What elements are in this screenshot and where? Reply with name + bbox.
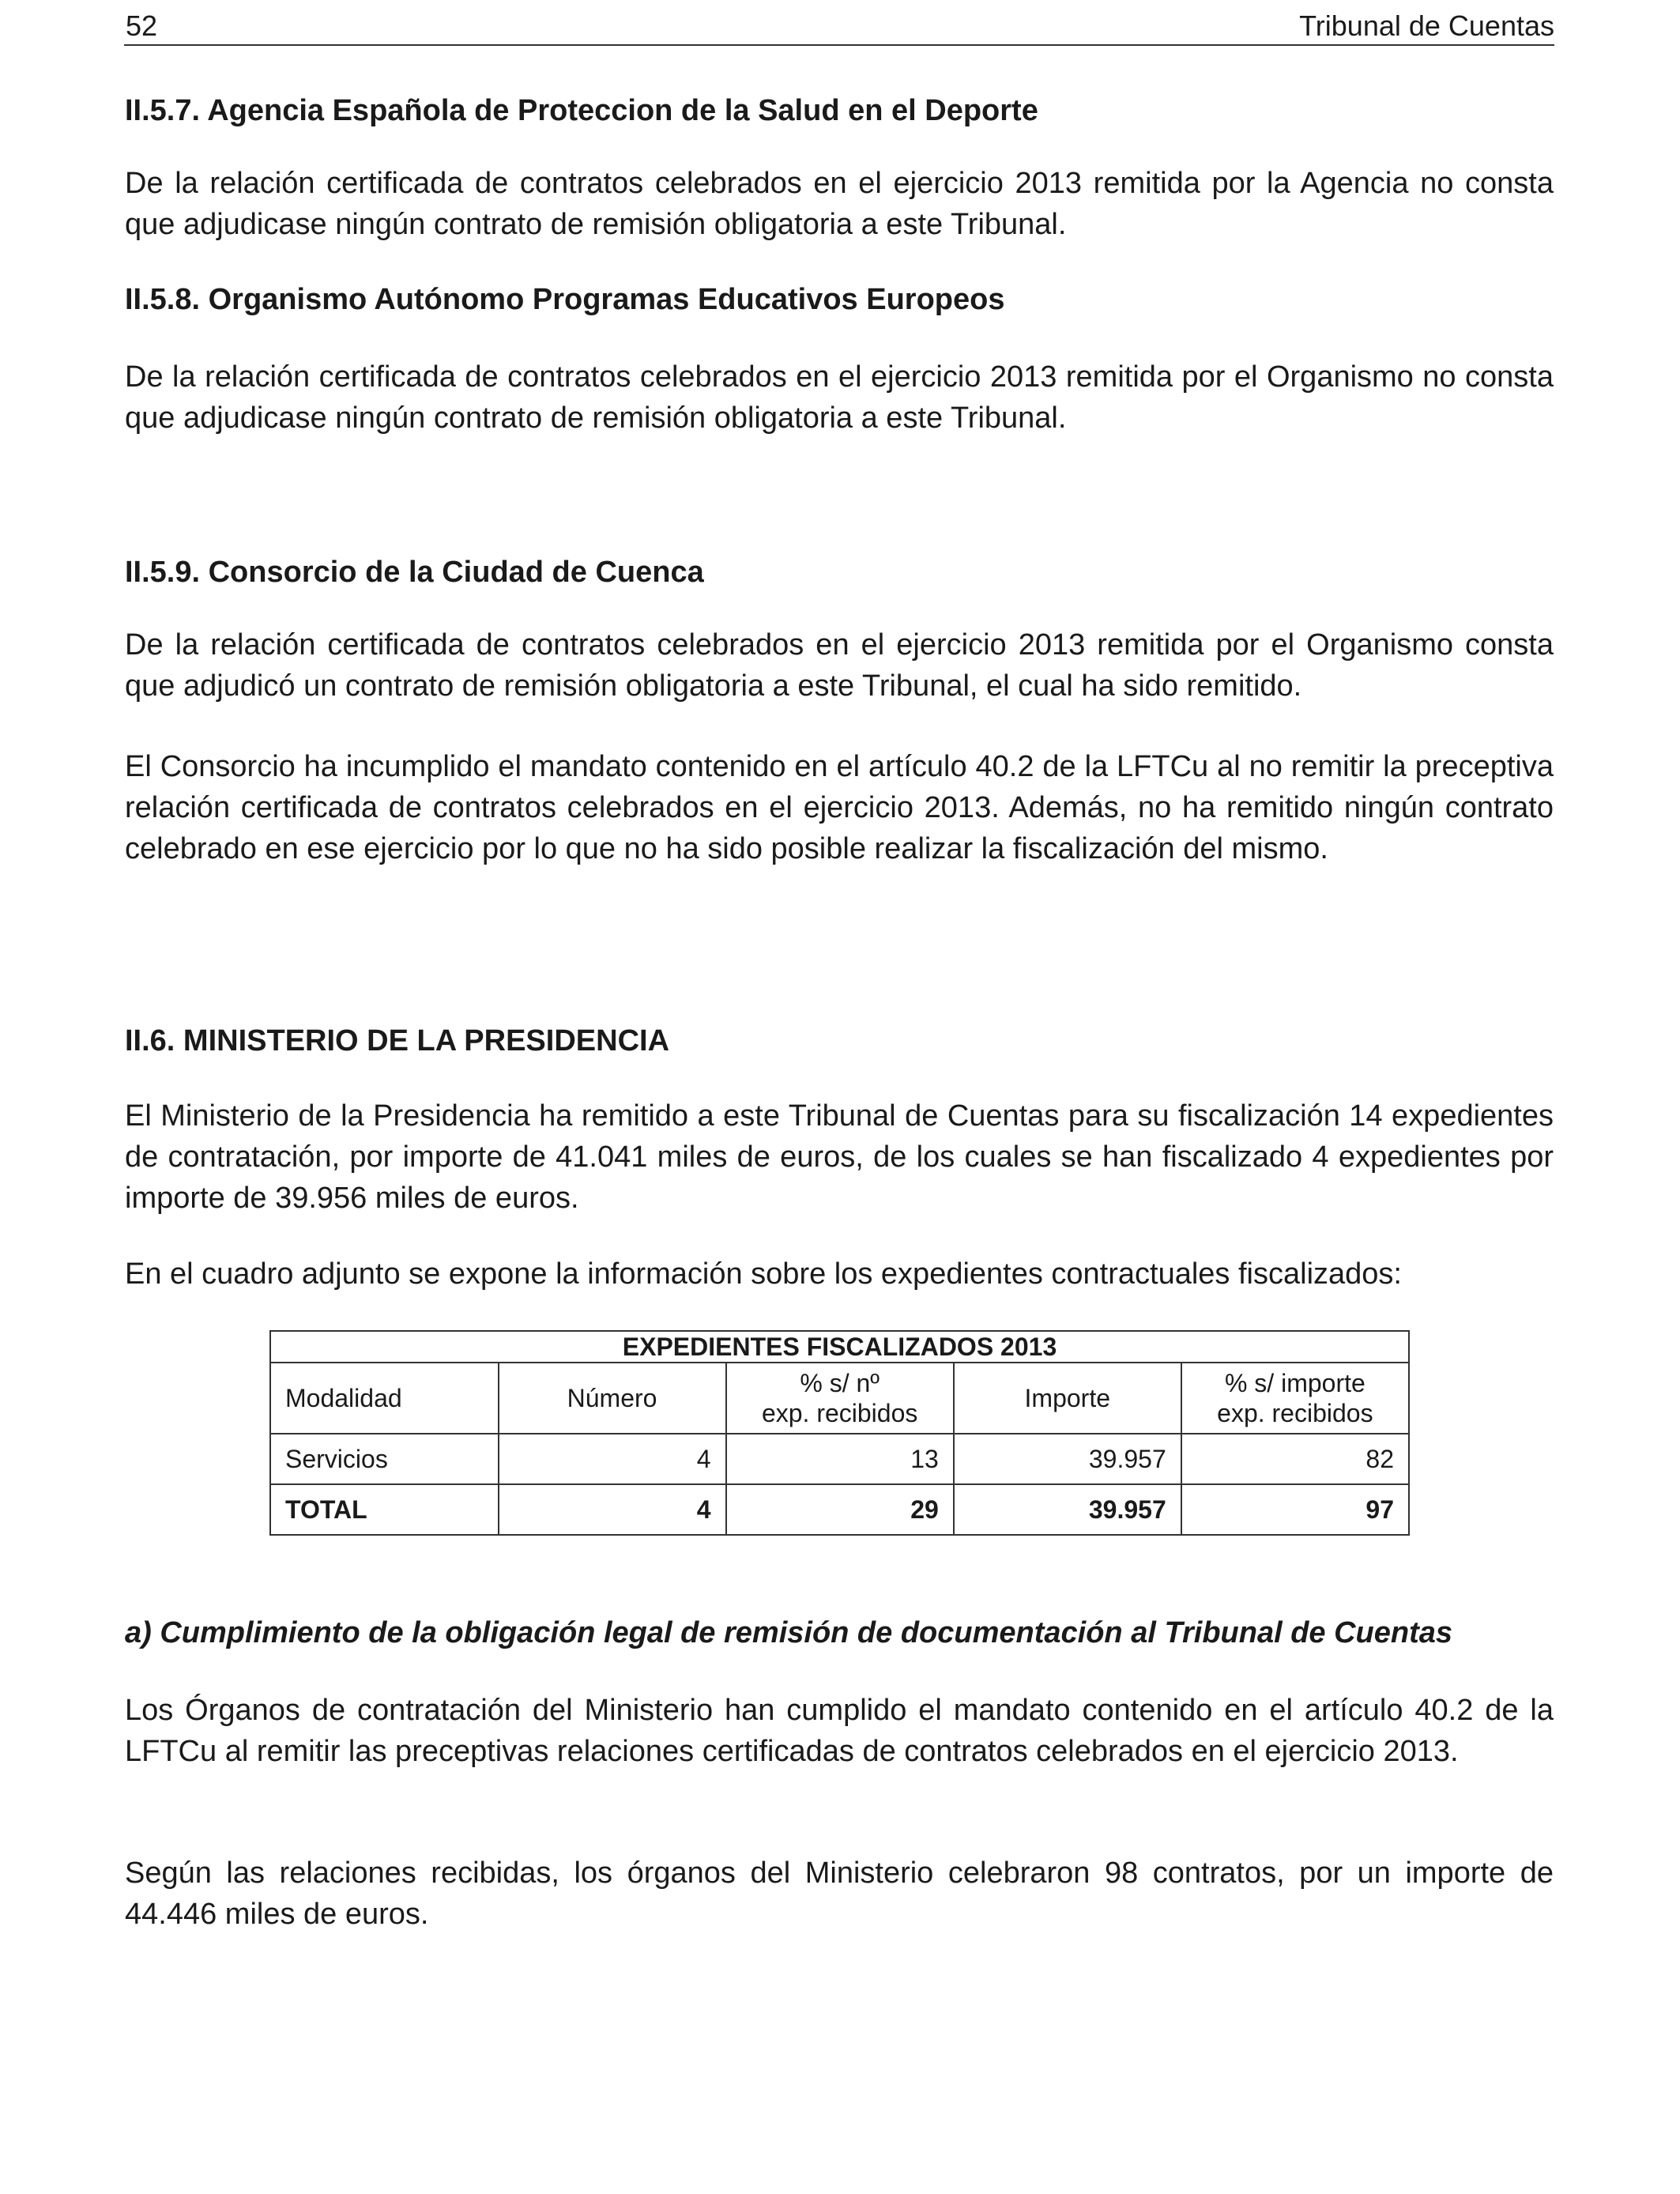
col-header-pct-imp bbox=[1181, 1363, 1409, 1434]
paragraph-2-6-b: En el cuadro adjunto se expone la información sobre los expedientes contractuales fiscalizados: bbox=[125, 1257, 1402, 1291]
cell-importe: 39.957 bbox=[954, 1434, 1181, 1484]
cell-modalidad: Servicios bbox=[270, 1434, 499, 1484]
col-header-pct-imp-line1: % s/ importe bbox=[1224, 1369, 1365, 1397]
paragraph-a-2: Según las relaciones recibidas, los órganos del Ministerio celebraron 98 contratos, por un importe de 44.446 miles de euros. bbox=[125, 1857, 1554, 1931]
paragraph-2-5-9-b: El Consorcio ha incumplido el mandato contenido en el artículo 40.2 de la LFTCu al no remitir la preceptiva relación certificada de contratos celebrados en el ejercicio 2013. Además, no ha remitido ningún contrato celebrado en ese ejercicio por lo que no ha sido posible realizar la fiscalización del mismo. bbox=[125, 750, 1554, 865]
total-numero: 4 bbox=[499, 1484, 726, 1535]
subsection-heading-a: a) Cumplimiento de la obligación legal de remisión de documentación al Tribunal de Cuentas bbox=[125, 1616, 1453, 1649]
table-total-row bbox=[270, 1484, 1409, 1535]
col-header-pct-num-line2: exp. recibidos bbox=[761, 1399, 918, 1427]
section-heading-2-5-8: II.5.8. Organismo Autónomo Programas Educativos Europeos bbox=[125, 283, 1005, 316]
total-pct-imp: 97 bbox=[1181, 1484, 1409, 1535]
total-importe: 39.957 bbox=[954, 1484, 1181, 1535]
publication-title: Tribunal de Cuentas bbox=[1299, 9, 1554, 42]
section-heading-2-6: II.6. MINISTERIO DE LA PRESIDENCIA bbox=[125, 1024, 670, 1057]
table-row bbox=[270, 1434, 1409, 1484]
col-header-pct-num-line1: % s/ nº bbox=[800, 1369, 880, 1397]
paragraph-2-5-7: De la relación certificada de contratos celebrados en el ejercicio 2013 remitida por la Agencia no consta que adjudicase ningún contrato de remisión obligatoria a este Tribunal. bbox=[125, 167, 1554, 241]
table-caption: EXPEDIENTES FISCALIZADOS 2013 bbox=[270, 1331, 1409, 1363]
section-heading-2-5-9: II.5.9. Consorcio de la Ciudad de Cuenca bbox=[125, 556, 704, 589]
section-heading-2-5-7: II.5.7. Agencia Española de Proteccion de la Salud en el Deporte bbox=[125, 94, 1038, 127]
col-header-modalidad: Modalidad bbox=[270, 1363, 499, 1434]
total-pct-num: 29 bbox=[726, 1484, 954, 1535]
total-label: TOTAL bbox=[270, 1484, 499, 1535]
col-header-numero: Número bbox=[499, 1363, 726, 1434]
cell-pct-num: 13 bbox=[726, 1434, 954, 1484]
paragraph-a-1: Los Órganos de contratación del Ministerio han cumplido el mandato contenido en el artículo 40.2 de la LFTCu al remitir las preceptivas relaciones certificadas de contratos celebrados en el ejercicio 2013. bbox=[125, 1694, 1554, 1768]
expedientes-table bbox=[269, 1330, 1410, 1536]
cell-numero: 4 bbox=[499, 1434, 726, 1484]
paragraph-2-5-8: De la relación certificada de contratos celebrados en el ejercicio 2013 remitida por el Organismo no consta que adjudicase ningún contrato de remisión obligatoria a este Tribunal. bbox=[125, 360, 1554, 435]
col-header-importe: Importe bbox=[954, 1363, 1181, 1434]
page-number: 52 bbox=[126, 9, 158, 42]
table-header-row bbox=[270, 1363, 1409, 1434]
paragraph-2-5-9-a: De la relación certificada de contratos celebrados en el ejercicio 2013 remitida por el Organismo consta que adjudicó un contrato de remisión obligatoria a este Tribunal, el cual ha sido remitido. bbox=[125, 628, 1554, 703]
col-header-pct-num bbox=[726, 1363, 954, 1434]
cell-pct-imp: 82 bbox=[1181, 1434, 1409, 1484]
col-header-pct-imp-line2: exp. recibidos bbox=[1217, 1399, 1373, 1427]
paragraph-2-6-a: El Ministerio de la Presidencia ha remitido a este Tribunal de Cuentas para su fiscalización 14 expedientes de contratación, por importe de 41.041 miles de euros, de los cuales se han fiscalizado 4 expedientes por importe de 39.956 miles de euros. bbox=[125, 1099, 1554, 1215]
page-header bbox=[124, 8, 1554, 46]
